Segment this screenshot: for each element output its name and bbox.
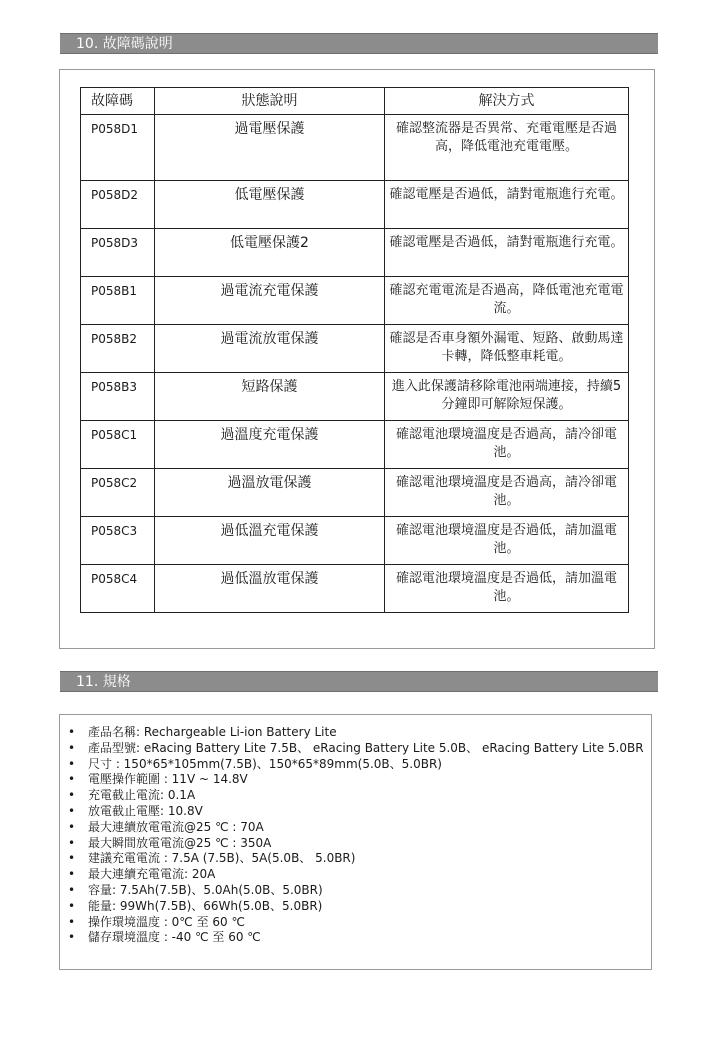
- fault-code: P058D2: [81, 181, 155, 229]
- table-row: [81, 277, 629, 325]
- fault-code: P058B3: [81, 373, 155, 421]
- table-row: [81, 421, 629, 469]
- spec-text: 最大瞬間放電電流@25 ℃ : 350A: [88, 835, 272, 850]
- table-header-row: [81, 88, 629, 115]
- section-10-title: 10. 故障碼說明: [60, 33, 658, 54]
- bullet-icon: •: [68, 788, 76, 803]
- bullet-icon: •: [68, 756, 76, 771]
- fault-code: P058D3: [81, 229, 155, 277]
- bullet-icon: •: [68, 851, 76, 866]
- fault-code: P058C4: [81, 565, 155, 613]
- status-description: 短路保護: [155, 373, 385, 421]
- list-item: [68, 788, 648, 804]
- spec-text: 最大連續放電電流@25 ℃ : 70A: [88, 819, 264, 834]
- fault-code: P058C2: [81, 469, 155, 517]
- list-item: [68, 741, 648, 757]
- bullet-icon: •: [68, 867, 76, 882]
- status-description: 過電流放電保護: [155, 325, 385, 373]
- status-description: 過溫度充電保護: [155, 421, 385, 469]
- solution-text: 確認是否車身額外漏電、短路、啟動馬達卡轉，降低整車耗電。: [385, 325, 629, 373]
- table-row: [81, 229, 629, 277]
- spec-list: [68, 725, 648, 946]
- solution-text: 確認電池環境溫度是否過高，請冷卻電池。: [385, 469, 629, 517]
- header-status: 狀態說明: [155, 88, 385, 115]
- bullet-icon: •: [68, 740, 76, 755]
- spec-text: 尺寸 : 150*65*105mm(7.5B)、150*65*89mm(5.0B、5.0BR): [88, 756, 442, 771]
- status-description: 過溫放電保護: [155, 469, 385, 517]
- solution-text: 確認電壓是否過低，請對電瓶進行充電。: [385, 181, 629, 229]
- table-row: [81, 373, 629, 421]
- solution-text: 進入此保護請移除電池兩端連接，持續5分鐘即可解除短保護。: [385, 373, 629, 421]
- list-item: [68, 836, 648, 852]
- solution-text: 確認電池環境溫度是否過高，請冷卻電池。: [385, 421, 629, 469]
- list-item: [68, 772, 648, 788]
- spec-text: 產品名稱: Rechargeable Li-ion Battery Lite: [88, 725, 337, 739]
- fault-code: P058B1: [81, 277, 155, 325]
- list-item: [68, 930, 648, 946]
- status-description: 過低溫放電保護: [155, 565, 385, 613]
- spec-text: 建議充電電流 : 7.5A (7.5B)、5A(5.0B、 5.0BR): [88, 851, 356, 866]
- bullet-icon: •: [68, 882, 76, 897]
- solution-text: 確認充電電流是否過高，降低電池充電電流。: [385, 277, 629, 325]
- bullet-icon: •: [68, 835, 76, 850]
- list-item: [68, 820, 648, 836]
- fault-code: P058D1: [81, 115, 155, 181]
- solution-text: 確認電壓是否過低，請對電瓶進行充電。: [385, 229, 629, 277]
- header-solution: 解決方式: [385, 88, 629, 115]
- spec-text: 容量: 7.5Ah(7.5B)、5.0Ah(5.0B、5.0BR): [88, 882, 323, 897]
- status-description: 低電壓保護: [155, 181, 385, 229]
- list-item: [68, 725, 648, 741]
- table-row: [81, 115, 629, 181]
- list-item: [68, 867, 648, 883]
- bullet-icon: •: [68, 914, 76, 929]
- status-description: 過低溫充電保護: [155, 517, 385, 565]
- solution-text: 確認電池環境溫度是否過低，請加溫電池。: [385, 517, 629, 565]
- fault-code: P058B2: [81, 325, 155, 373]
- list-item: [68, 899, 648, 915]
- bullet-icon: •: [68, 803, 76, 818]
- bullet-icon: •: [68, 930, 76, 945]
- list-item: [68, 851, 648, 867]
- bullet-icon: •: [68, 772, 76, 787]
- list-item: [68, 915, 648, 931]
- fault-code: P058C1: [81, 421, 155, 469]
- table-row: [81, 469, 629, 517]
- spec-text: 能量: 99Wh(7.5B)、66Wh(5.0B、5.0BR): [88, 898, 323, 913]
- solution-text: 確認電池環境溫度是否過低，請加溫電池。: [385, 565, 629, 613]
- spec-text: 最大連續充電電流: 20A: [88, 867, 216, 882]
- header-fault-code: 故障碼: [81, 88, 155, 115]
- spec-text: 放電截止電壓: 10.8V: [88, 803, 203, 818]
- spec-text: 儲存環境溫度 : -40 ℃ 至 60 ℃: [88, 930, 261, 945]
- spec-text: 電壓操作範圍 : 11V ~ 14.8V: [88, 772, 248, 787]
- bullet-icon: •: [68, 819, 76, 834]
- list-item: [68, 883, 648, 899]
- fault-code: P058C3: [81, 517, 155, 565]
- list-item: [68, 757, 648, 773]
- list-item: [68, 804, 648, 820]
- spec-text: 充電截止電流: 0.1A: [88, 788, 196, 803]
- status-description: 過電流充電保護: [155, 277, 385, 325]
- section-11-title: 11. 規格: [60, 671, 658, 692]
- solution-text: 確認整流器是否異常、充電電壓是否過高，降低電池充電電壓。: [385, 115, 629, 181]
- spec-text: 產品型號: eRacing Battery Lite 7.5B、 eRacing Battery Lite 5.0B、 eRacing Battery Lite 5.0BR: [88, 740, 644, 755]
- bullet-icon: •: [68, 898, 76, 913]
- table-row: [81, 181, 629, 229]
- table-row: [81, 325, 629, 373]
- spec-text: 操作環境溫度 : 0℃ 至 60 ℃: [88, 914, 245, 929]
- status-description: 過電壓保護: [155, 115, 385, 181]
- table-row: [81, 517, 629, 565]
- bullet-icon: •: [68, 725, 76, 739]
- status-description: 低電壓保護2: [155, 229, 385, 277]
- table-row: [81, 565, 629, 613]
- fault-code-table: [80, 87, 629, 613]
